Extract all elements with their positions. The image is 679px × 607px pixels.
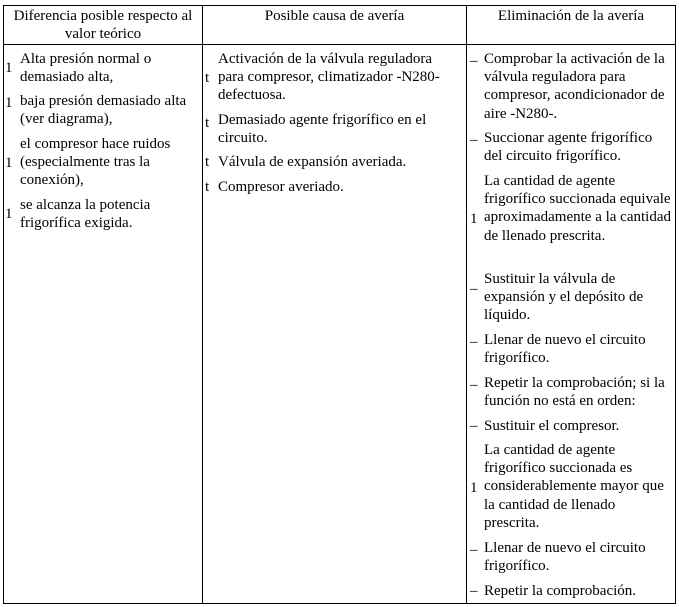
item-marker: – (470, 334, 478, 350)
deviation-item (5, 135, 199, 193)
item-marker: 1 (470, 480, 478, 496)
remedy-item (470, 129, 674, 169)
cause-item (205, 111, 463, 151)
remedy-item (470, 582, 674, 602)
item-text: Válvula de expansión averiada. (218, 154, 407, 170)
item-marker: – (470, 418, 478, 434)
item-text: La cantidad de agente frigorífico succionada es considerablemente mayor que la cantidad de llenado prescrita. (484, 442, 664, 531)
cause-item (205, 50, 463, 108)
remedy-item (470, 50, 674, 126)
item-marker: t (205, 154, 210, 170)
item-text: Succionar agente frigorífico del circuito frigorífico. (484, 130, 653, 165)
item-text: Comprobar la activación de la válvula reguladora para compresor, acondicionador de aire -N280-. (484, 51, 665, 122)
remedy-item (470, 331, 674, 371)
item-text: baja presión demasiado alta (ver diagrama), (20, 93, 187, 128)
item-marker: – (470, 542, 478, 558)
item-text: Llenar de nuevo el circuito frigorífico. (484, 540, 646, 575)
item-text: Compresor averiado. (218, 179, 344, 195)
column-divider-1 (202, 5, 203, 604)
remedy-item (470, 539, 674, 579)
item-text: La cantidad de agente frigorífico succionada equivale aproximadamente a la cantidad de llenado prescrita. (484, 173, 671, 244)
cause-item (205, 153, 463, 173)
remedy-item (470, 374, 674, 414)
header-remedy: Eliminación de la avería (497, 8, 645, 24)
item-marker: – (470, 132, 478, 148)
cause-item (205, 178, 463, 198)
item-text: Activación de la válvula reguladora para compresor, climatizador -N280- defectuosa. (218, 51, 440, 104)
item-text: Repetir la comprobación; si la función no está en orden: (484, 375, 665, 410)
header-cause: Posible causa de avería (264, 8, 405, 24)
item-marker: 1 (5, 155, 13, 171)
item-marker: 1 (5, 95, 13, 111)
item-text: Sustituir la válvula de expansión y el depósito de líquido. (484, 271, 644, 324)
item-marker: – (470, 53, 478, 69)
item-text: Alta presión normal o demasiado alta, (20, 51, 152, 86)
item-marker: – (470, 583, 478, 599)
deviation-item (5, 92, 199, 132)
remedy-item (470, 441, 674, 535)
remedy-item (470, 270, 674, 328)
header-deviation: Diferencia posible respecto al valor teórico (13, 8, 193, 42)
item-marker: t (205, 70, 210, 86)
item-marker: – (470, 281, 478, 297)
remedy-item (470, 417, 674, 437)
item-marker: 1 (470, 211, 478, 227)
header-divider (3, 44, 676, 45)
item-text: Llenar de nuevo el circuito frigorífico. (484, 332, 646, 367)
item-text: Repetir la comprobación. (484, 583, 637, 599)
item-marker: t (205, 115, 210, 131)
deviation-item (5, 196, 199, 236)
item-marker: 1 (5, 60, 13, 76)
item-marker: 1 (5, 206, 13, 222)
deviation-item (5, 50, 199, 90)
item-text: Sustituir el compresor. (484, 418, 620, 434)
item-text: Demasiado agente frigorífico en el circuito. (218, 112, 427, 147)
item-text: el compresor hace ruidos (especialmente tras la conexión), (20, 136, 171, 189)
item-marker: – (470, 377, 478, 393)
column-divider-2 (466, 5, 467, 604)
item-text: se alcanza la potencia frigorífica exigida. (20, 197, 151, 232)
item-marker: t (205, 179, 210, 195)
remedy-item (470, 172, 674, 266)
